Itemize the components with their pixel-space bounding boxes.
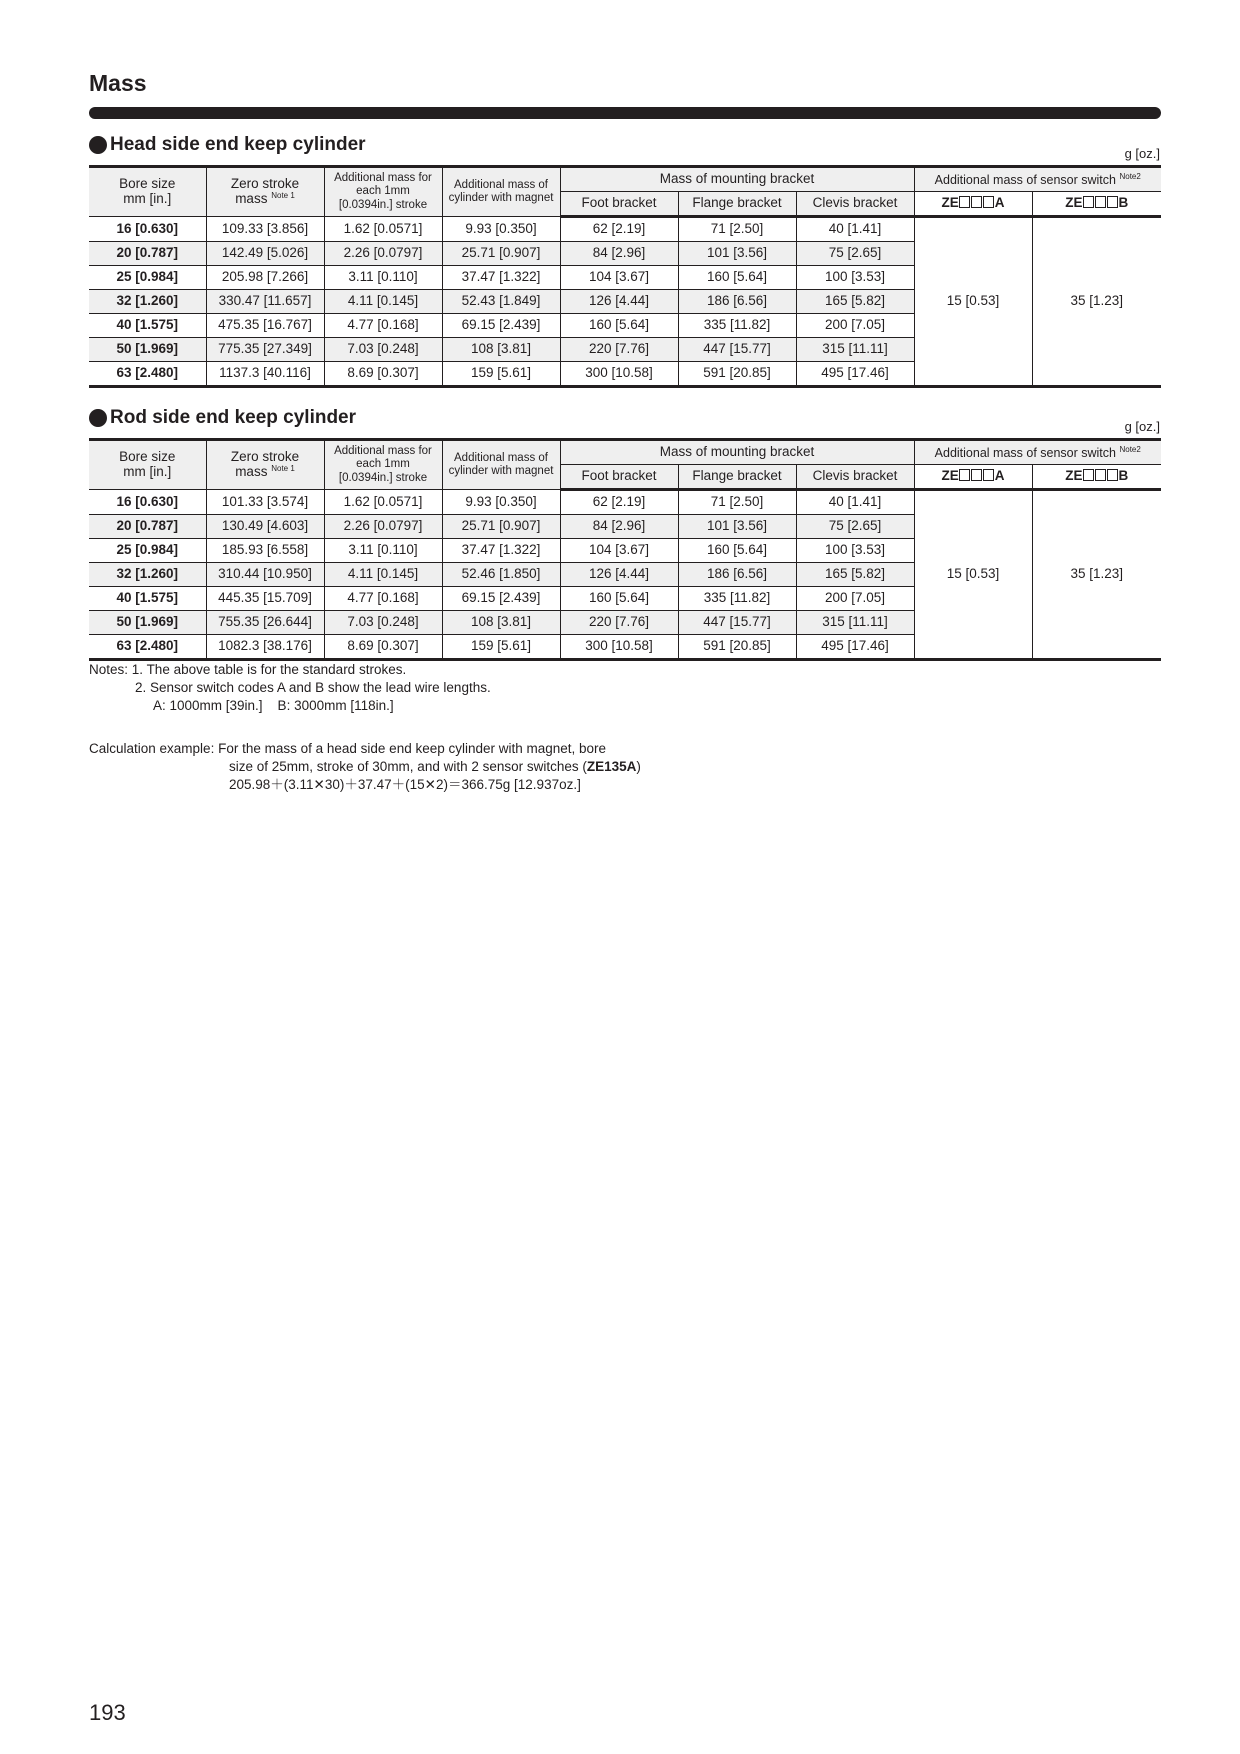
cell-zero-stroke: 1137.3 [40.116]	[206, 362, 324, 387]
cell-bore: 25 [0.984]	[89, 266, 206, 290]
cell-zero-stroke: 130.49 [4.603]	[206, 515, 324, 539]
cell-additional-per-mm: 3.11 [0.110]	[324, 539, 442, 563]
header-code-b: ZE B	[1032, 465, 1161, 490]
note-2-lengths: A: 1000mm [39in.] B: 3000mm [118in.]	[153, 698, 394, 713]
cell-magnet: 69.15 [2.439]	[442, 587, 560, 611]
cell-clevis: 495 [17.46]	[796, 362, 914, 387]
cell-sensor-b: 35 [1.23]	[1032, 217, 1161, 387]
cell-sensor-a: 15 [0.53]	[914, 490, 1032, 660]
cell-additional-per-mm: 1.62 [0.0571]	[324, 217, 442, 242]
cell-bore: 16 [0.630]	[89, 490, 206, 515]
cell-magnet: 9.93 [0.350]	[442, 490, 560, 515]
cell-foot: 104 [3.67]	[560, 539, 678, 563]
mass-table	[89, 438, 1161, 661]
unit-label: g [oz.]	[1124, 419, 1160, 434]
table-row	[89, 217, 1161, 242]
cell-foot: 104 [3.67]	[560, 266, 678, 290]
cell-foot: 126 [4.44]	[560, 290, 678, 314]
header-bore: Bore size mm [in.]	[89, 440, 206, 490]
calc-line-1: For the mass of a head side end keep cylinder with magnet, bore	[218, 741, 607, 756]
header-bore: Bore size mm [in.]	[89, 167, 206, 217]
cell-flange: 591 [20.85]	[678, 362, 796, 387]
cell-clevis: 315 [11.11]	[796, 338, 914, 362]
cell-flange: 71 [2.50]	[678, 217, 796, 242]
cell-bore: 25 [0.984]	[89, 539, 206, 563]
cell-clevis: 495 [17.46]	[796, 635, 914, 660]
header-zero-stroke: Zero stroke mass $^{Note 1}$	[206, 440, 324, 490]
calc-label: Calculation example:	[89, 741, 215, 756]
cell-sensor-a: 15 [0.53]	[914, 217, 1032, 387]
cell-zero-stroke: 475.35 [16.767]	[206, 314, 324, 338]
cell-zero-stroke: 185.93 [6.558]	[206, 539, 324, 563]
cell-clevis: 200 [7.05]	[796, 587, 914, 611]
calc-code: ZE135A	[586, 759, 637, 774]
header-bracket-group: Mass of mounting bracket	[560, 440, 914, 465]
cell-magnet: 108 [3.81]	[442, 611, 560, 635]
cell-magnet: 159 [5.61]	[442, 362, 560, 387]
header-flange: Flange bracket	[678, 465, 796, 490]
header-clevis: Clevis bracket	[796, 465, 914, 490]
cell-zero-stroke: 755.35 [26.644]	[206, 611, 324, 635]
cell-clevis: 75 [2.65]	[796, 515, 914, 539]
header-code-b: ZE B	[1032, 192, 1161, 217]
cell-magnet: 69.15 [2.439]	[442, 314, 560, 338]
cell-bore: 50 [1.969]	[89, 611, 206, 635]
cell-flange: 335 [11.82]	[678, 314, 796, 338]
cell-additional-per-mm: 7.03 [0.248]	[324, 338, 442, 362]
cell-sensor-b: 35 [1.23]	[1032, 490, 1161, 660]
cell-foot: 84 [2.96]	[560, 242, 678, 266]
title-rule	[89, 107, 1161, 119]
cell-bore: 50 [1.969]	[89, 338, 206, 362]
cell-flange: 335 [11.82]	[678, 587, 796, 611]
cell-foot: 62 [2.19]	[560, 490, 678, 515]
cell-additional-per-mm: 4.11 [0.145]	[324, 563, 442, 587]
cell-foot: 62 [2.19]	[560, 217, 678, 242]
header-code-a: ZE A	[914, 192, 1032, 217]
cell-foot: 160 [5.64]	[560, 587, 678, 611]
cell-foot: 220 [7.76]	[560, 338, 678, 362]
cell-zero-stroke: 445.35 [15.709]	[206, 587, 324, 611]
mass-table	[89, 165, 1161, 388]
header-additional-per-mm: Additional mass for each 1mm [0.0394in.] stroke	[324, 440, 442, 490]
cell-magnet: 25.71 [0.907]	[442, 242, 560, 266]
cell-bore: 16 [0.630]	[89, 217, 206, 242]
cell-clevis: 315 [11.11]	[796, 611, 914, 635]
cell-bore: 63 [2.480]	[89, 635, 206, 660]
cell-foot: 126 [4.44]	[560, 563, 678, 587]
calc-line-2: size of 25mm, stroke of 30mm, and with 2 sensor switches (	[229, 759, 587, 774]
cell-magnet: 9.93 [0.350]	[442, 217, 560, 242]
cell-zero-stroke: 330.47 [11.657]	[206, 290, 324, 314]
cell-zero-stroke: 205.98 [7.266]	[206, 266, 324, 290]
header-code-a: ZE A	[914, 465, 1032, 490]
header-zero-stroke: Zero stroke mass $^{Note 1}$	[206, 167, 324, 217]
calculation-example	[89, 740, 641, 794]
cell-flange: 186 [6.56]	[678, 290, 796, 314]
section-title-text: Rod side end keep cylinder	[110, 407, 357, 428]
cell-zero-stroke: 109.33 [3.856]	[206, 217, 324, 242]
cell-flange: 160 [5.64]	[678, 539, 796, 563]
cell-foot: 160 [5.64]	[560, 314, 678, 338]
cell-magnet: 37.47 [1.322]	[442, 266, 560, 290]
cell-clevis: 165 [5.82]	[796, 563, 914, 587]
cell-foot: 220 [7.76]	[560, 611, 678, 635]
calc-line-2-end: )	[636, 759, 641, 774]
cell-zero-stroke: 101.33 [3.574]	[206, 490, 324, 515]
cell-bore: 40 [1.575]	[89, 587, 206, 611]
cell-foot: 300 [10.58]	[560, 362, 678, 387]
cell-bore: 40 [1.575]	[89, 314, 206, 338]
cell-bore: 32 [1.260]	[89, 563, 206, 587]
cell-bore: 32 [1.260]	[89, 290, 206, 314]
cell-additional-per-mm: 2.26 [0.0797]	[324, 515, 442, 539]
cell-clevis: 75 [2.65]	[796, 242, 914, 266]
cell-additional-per-mm: 7.03 [0.248]	[324, 611, 442, 635]
cell-additional-per-mm: 1.62 [0.0571]	[324, 490, 442, 515]
header-sensor-group: Additional mass of sensor switch $^{Note2}$	[914, 440, 1161, 465]
notes	[89, 661, 491, 715]
cell-bore: 20 [0.787]	[89, 242, 206, 266]
cell-additional-per-mm: 3.11 [0.110]	[324, 266, 442, 290]
unit-label: g [oz.]	[1124, 146, 1160, 161]
header-magnet: Additional mass of cylinder with magnet	[442, 440, 560, 490]
section-title	[89, 407, 356, 429]
cell-clevis: 40 [1.41]	[796, 217, 914, 242]
cell-additional-per-mm: 8.69 [0.307]	[324, 362, 442, 387]
notes-label: Notes:	[89, 662, 129, 677]
cell-foot: 84 [2.96]	[560, 515, 678, 539]
bullet-icon	[89, 136, 107, 154]
header-additional-per-mm: Additional mass for each 1mm [0.0394in.] stroke	[324, 167, 442, 217]
cell-additional-per-mm: 4.77 [0.168]	[324, 314, 442, 338]
page-number: 193	[89, 1700, 126, 1725]
cell-clevis: 100 [3.53]	[796, 266, 914, 290]
cell-flange: 447 [15.77]	[678, 611, 796, 635]
cell-flange: 591 [20.85]	[678, 635, 796, 660]
table-row	[89, 490, 1161, 515]
cell-magnet: 52.46 [1.850]	[442, 563, 560, 587]
page-title: Mass	[89, 70, 147, 96]
cell-flange: 101 [3.56]	[678, 515, 796, 539]
cell-zero-stroke: 775.35 [27.349]	[206, 338, 324, 362]
cell-additional-per-mm: 2.26 [0.0797]	[324, 242, 442, 266]
cell-additional-per-mm: 4.11 [0.145]	[324, 290, 442, 314]
cell-bore: 63 [2.480]	[89, 362, 206, 387]
cell-flange: 447 [15.77]	[678, 338, 796, 362]
cell-magnet: 37.47 [1.322]	[442, 539, 560, 563]
header-foot: Foot bracket	[560, 465, 678, 490]
cell-flange: 101 [3.56]	[678, 242, 796, 266]
section-title-text: Head side end keep cylinder	[110, 134, 366, 155]
calc-line-3: 205.98＋(3.11✕30)＋37.47＋(15✕2)＝366.75g [12.937oz.]	[229, 777, 581, 792]
note-1: 1. The above table is for the standard strokes.	[131, 662, 407, 677]
cell-additional-per-mm: 4.77 [0.168]	[324, 587, 442, 611]
cell-magnet: 25.71 [0.907]	[442, 515, 560, 539]
cell-magnet: 108 [3.81]	[442, 338, 560, 362]
cell-clevis: 200 [7.05]	[796, 314, 914, 338]
cell-clevis: 40 [1.41]	[796, 490, 914, 515]
note-2: 2. Sensor switch codes A and B show the lead wire lengths.	[135, 680, 491, 695]
cell-zero-stroke: 310.44 [10.950]	[206, 563, 324, 587]
cell-foot: 300 [10.58]	[560, 635, 678, 660]
cell-zero-stroke: 142.49 [5.026]	[206, 242, 324, 266]
cell-flange: 71 [2.50]	[678, 490, 796, 515]
cell-clevis: 100 [3.53]	[796, 539, 914, 563]
cell-bore: 20 [0.787]	[89, 515, 206, 539]
header-sensor-group: Additional mass of sensor switch $^{Note2}$	[914, 167, 1161, 192]
header-magnet: Additional mass of cylinder with magnet	[442, 167, 560, 217]
header-foot: Foot bracket	[560, 192, 678, 217]
cell-magnet: 159 [5.61]	[442, 635, 560, 660]
section-title	[89, 134, 366, 156]
bullet-icon	[89, 409, 107, 427]
cell-additional-per-mm: 8.69 [0.307]	[324, 635, 442, 660]
cell-zero-stroke: 1082.3 [38.176]	[206, 635, 324, 660]
header-bracket-group: Mass of mounting bracket	[560, 167, 914, 192]
cell-clevis: 165 [5.82]	[796, 290, 914, 314]
header-clevis: Clevis bracket	[796, 192, 914, 217]
cell-flange: 160 [5.64]	[678, 266, 796, 290]
cell-flange: 186 [6.56]	[678, 563, 796, 587]
cell-magnet: 52.43 [1.849]	[442, 290, 560, 314]
header-flange: Flange bracket	[678, 192, 796, 217]
